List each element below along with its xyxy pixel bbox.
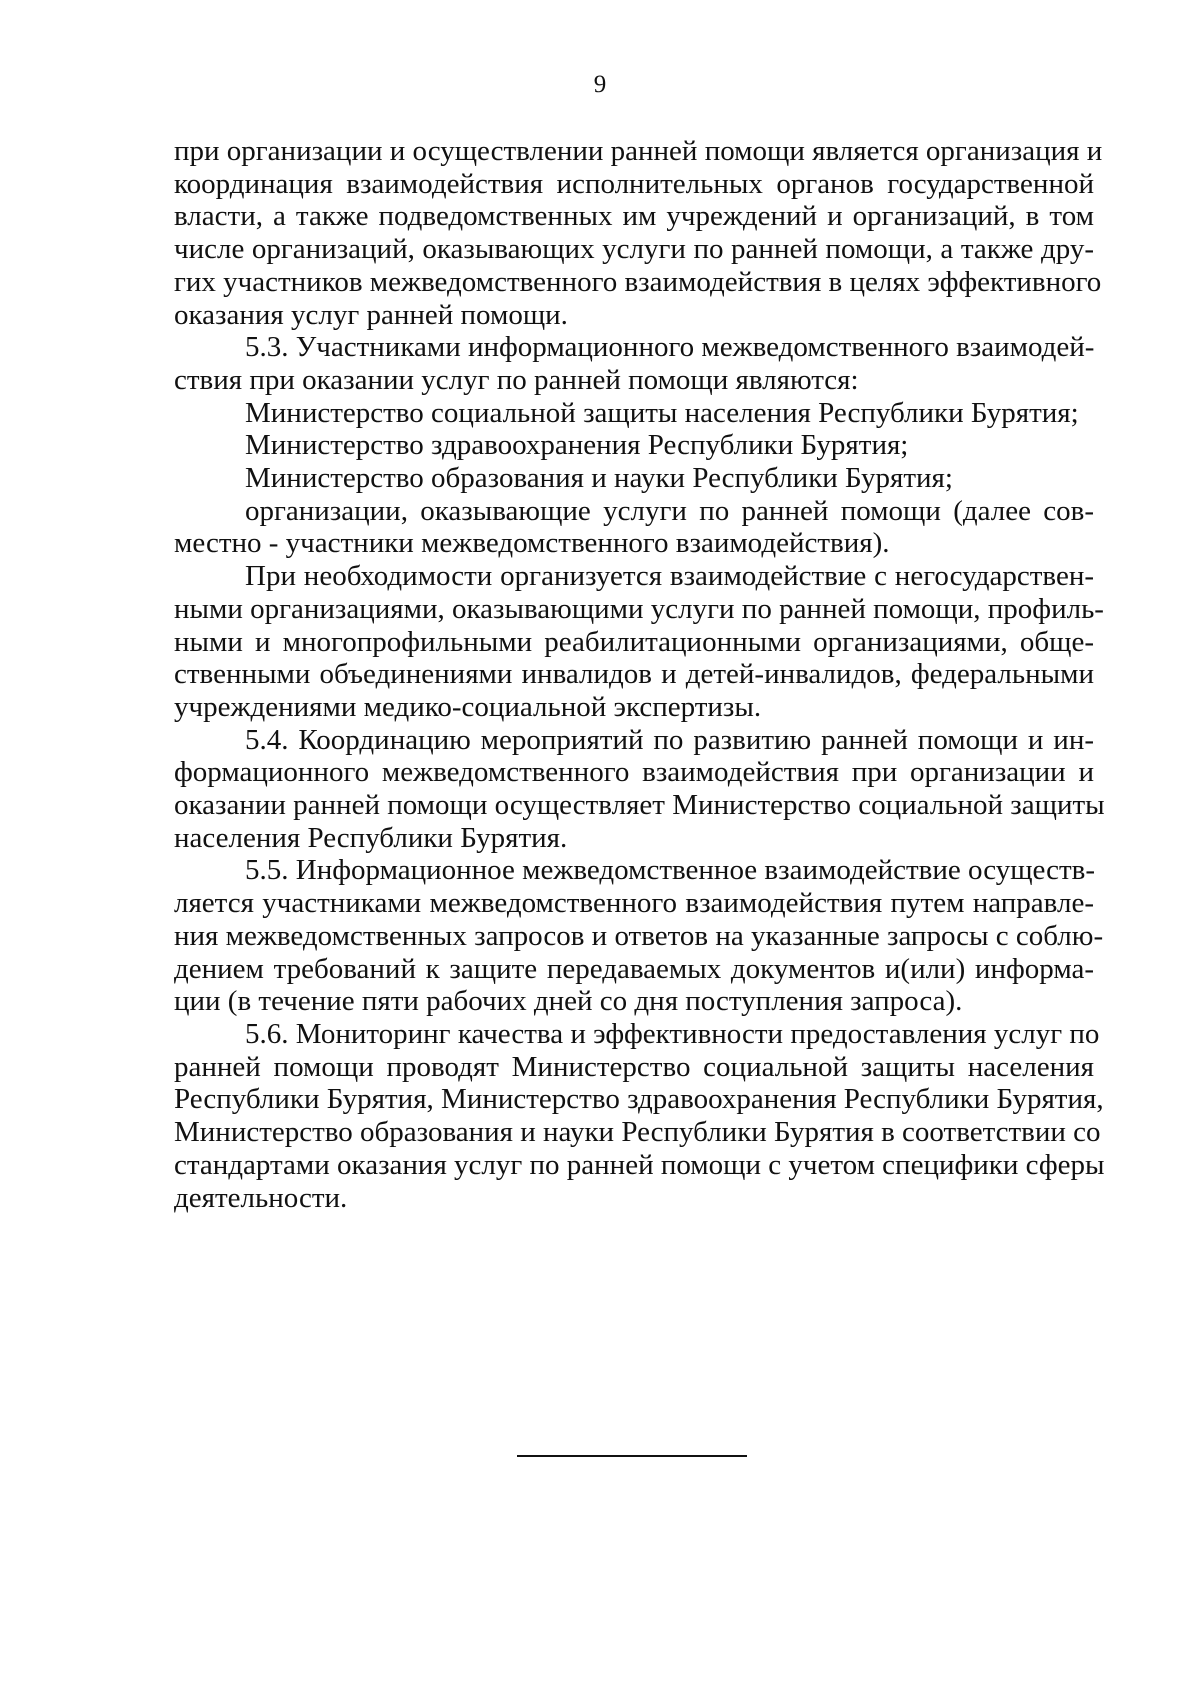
text-line: Министерство образования и науки Республики Бурятия в соответствии со (174, 1116, 1101, 1149)
text-line: оказания услуг ранней помощи. (174, 298, 568, 331)
text-line: ранней помощи проводят Министерство социальной защиты населения (174, 1050, 1094, 1083)
page-number: 9 (593, 71, 607, 98)
text-line: формационного межведомственного взаимодействия при организации и (174, 756, 1094, 789)
text-line: числе организаций, оказывающих услуги по ранней помощи, а также дру- (174, 233, 1094, 266)
text-line: координация взаимодействия исполнительных органов государственной (174, 167, 1094, 200)
text-line: 5.3. Участниками информационного межведомственного взаимодей- (245, 331, 1095, 364)
text-line: учреждениями медико-социальной экспертизы. (174, 690, 762, 723)
text-line: ственными объединениями инвалидов и детей-инвалидов, федеральными (174, 658, 1094, 691)
list-item: Министерство здравоохранения Республики Бурятия; (245, 429, 909, 462)
text-line: При необходимости организуется взаимодействие с негосударствен- (245, 560, 1094, 593)
text-line: 5.5. Информационное межведомственное взаимодействие осуществ- (245, 854, 1096, 887)
text-line: деятельности. (174, 1181, 348, 1214)
closing-divider (517, 1455, 747, 1457)
list-item: организации, оказывающие услуги по ранней помощи (далее сов- (245, 494, 1094, 527)
text-line: ными организациями, оказывающими услуги по ранней помощи, профиль- (174, 592, 1104, 625)
list-item: Министерство социальной защиты населения Республики Бурятия; (245, 396, 1079, 429)
text-line: стандартами оказания услуг по ранней помощи с учетом специфики сферы (174, 1148, 1105, 1181)
text-line: местно - участники межведомственного взаимодействия). (174, 527, 890, 560)
text-line: ляется участниками межведомственного взаимодействия путем направле- (174, 887, 1094, 920)
text-line: гих участников межведомственного взаимодействия в целях эффективного (174, 265, 1102, 298)
text-line: ствия при оказании услуг по ранней помощи являются: (174, 363, 859, 396)
text-line: ции (в течение пяти рабочих дней со дня поступления запроса). (174, 985, 963, 1018)
document-body (174, 135, 1105, 1214)
text-line: 5.6. Мониторинг качества и эффективности предоставления услуг по (245, 1017, 1100, 1050)
text-line: при организации и осуществлении ранней помощи является организация и (174, 135, 1103, 167)
text-line: власти, а также подведомственных им учреждений и организаций, в том (174, 200, 1094, 233)
text-line: 5.4. Координацию мероприятий по развитию ранней помощи и ин- (245, 723, 1094, 756)
text-line: дением требований к защите передаваемых документов и(или) информа- (174, 952, 1094, 985)
text-line: оказании ранней помощи осуществляет Министерство социальной защиты (174, 789, 1105, 822)
text-line: ния межведомственных запросов и ответов на указанные запросы с соблю- (174, 919, 1104, 952)
text-line: Республики Бурятия, Министерство здравоохранения Республики Бурятия, (174, 1083, 1104, 1116)
list-item: Министерство образования и науки Республики Бурятия; (245, 462, 953, 495)
text-line: населения Республики Бурятия. (174, 821, 568, 854)
text-line: ными и многопрофильными реабилитационными организациями, обще- (174, 625, 1094, 658)
